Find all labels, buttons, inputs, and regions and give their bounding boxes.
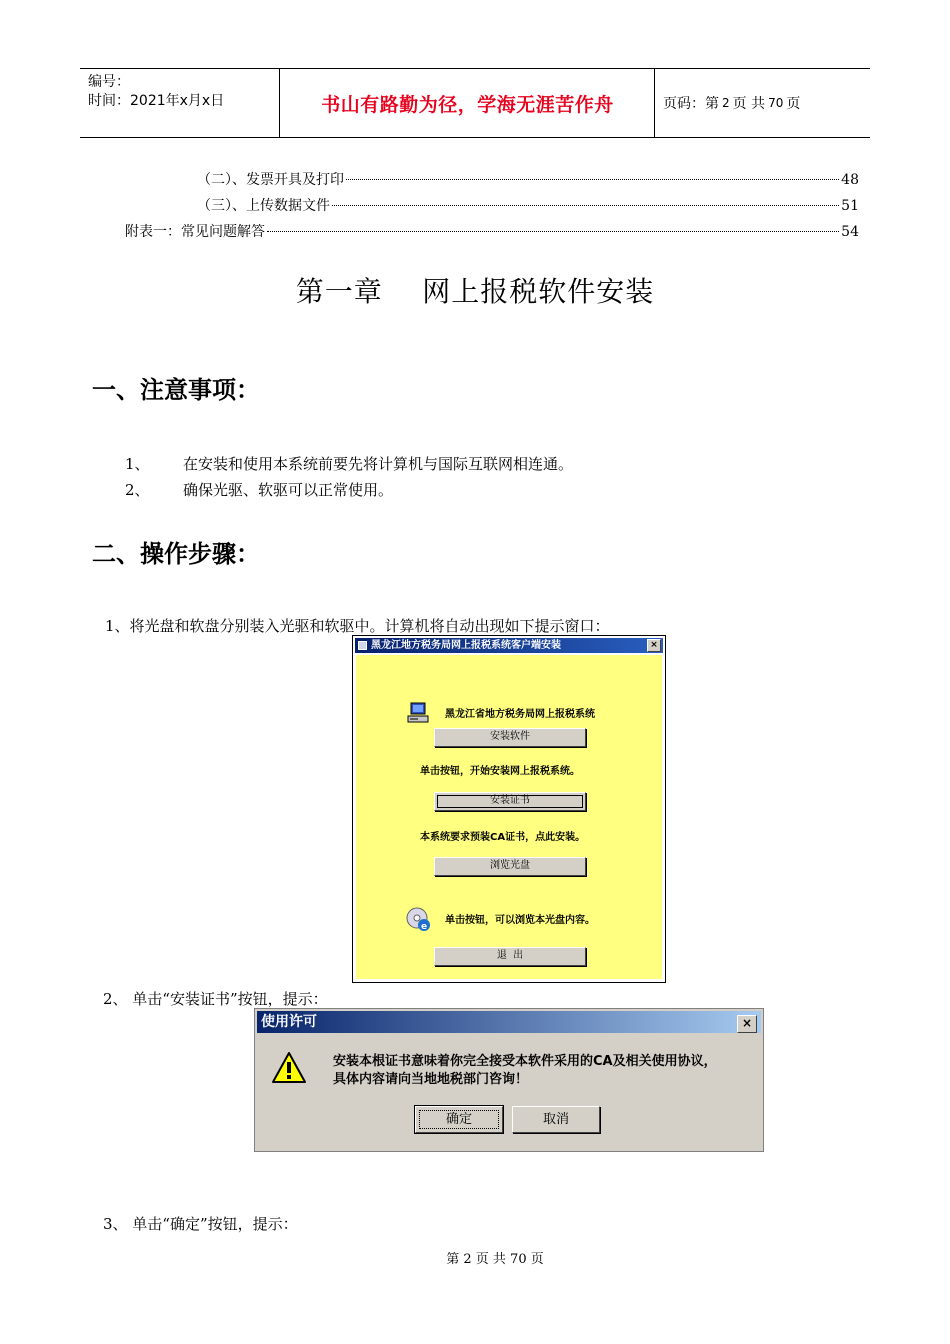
app-icon (358, 641, 367, 650)
toc-entry[interactable] (197, 193, 859, 219)
toc-label: （三）、上传数据文件 (197, 198, 330, 214)
page-suffix: 页 (786, 96, 801, 112)
cancel-button[interactable]: 取消 (512, 1106, 600, 1133)
toc-page: 51 (841, 198, 859, 214)
header-page-info (655, 69, 870, 137)
toc-page: 54 (841, 224, 859, 240)
browse-desc: 单击按钮，可以浏览本光盘内容。 (445, 915, 595, 926)
page-mid: 页 共 (732, 96, 766, 112)
time-label: 时间：2021年x月x日 (88, 93, 225, 109)
step-2-text: 2、 单击“安装证书”按钮，提示： (103, 990, 328, 1008)
license-title: 使用许可 (261, 1014, 317, 1030)
license-line-2: 具体内容请向当地地税部门咨询！ (333, 1072, 529, 1087)
license-dialog (254, 1008, 764, 1152)
svg-text:e: e (421, 922, 428, 932)
page-number: 2 (722, 96, 730, 110)
license-titlebar (257, 1011, 761, 1033)
page-footer: 第 2 页 共 70 页 (446, 1252, 544, 1267)
installer-window (352, 635, 666, 983)
list-item-num: 1、 (125, 455, 150, 473)
step-1-text: 1、将光盘和软盘分别装入光驱和软驱中。计算机将自动出现如下提示窗口： (105, 617, 610, 635)
cd-browser-icon (406, 907, 432, 933)
list-item-num: 2、 (125, 481, 150, 499)
toc-leader (346, 179, 839, 180)
install-cert-button[interactable]: 安装证书 (434, 792, 586, 811)
list-item-text: 确保光驱、软驱可以正常使用。 (183, 481, 394, 499)
license-message (333, 1053, 717, 1089)
installer-titlebar (355, 638, 663, 653)
toc-entry[interactable] (197, 167, 859, 193)
warning-icon (271, 1051, 307, 1085)
installer-heading: 黑龙江省地方税务局网上报税系统 (445, 709, 595, 720)
section-heading-notes: 一、注意事项： (92, 376, 260, 404)
serial-label: 编号： (88, 74, 130, 90)
installer-body (356, 655, 662, 979)
computer-icon (406, 701, 430, 725)
toc-leader (332, 205, 839, 206)
license-line-1: 安装本根证书意味着你完全接受本软件采用的CA及相关使用协议， (333, 1054, 717, 1069)
toc-entry[interactable] (125, 219, 859, 245)
section-heading-steps: 二、操作步骤： (92, 540, 260, 568)
chapter-title: 第一章 网上报税软件安装 (295, 275, 655, 308)
browse-cd-button[interactable]: 浏览光盘 (434, 857, 586, 876)
install-software-button[interactable]: 安装软件 (434, 728, 586, 747)
header-meta (80, 69, 280, 137)
toc-leader (267, 231, 839, 232)
toc-label: 附表一：常见问题解答 (125, 224, 265, 240)
toc-label: （二）、发票开具及打印 (197, 172, 344, 188)
installer-title: 黑龙江地方税务局网上报税系统客户端安装 (371, 640, 561, 651)
page-total: 70 (768, 96, 784, 110)
header-motto: 书山有路勤为径，学海无涯苦作舟 (281, 69, 655, 137)
ok-button[interactable]: 确定 (415, 1106, 503, 1133)
install-desc: 单击按钮，开始安装网上报税系统。 (420, 766, 580, 777)
step-3-text: 3、 单击“确定”按钮，提示： (103, 1215, 298, 1233)
page-prefix: 页码：第 (663, 96, 719, 112)
exit-button[interactable]: 退 出 (434, 947, 586, 966)
list-item-text: 在安装和使用本系统前要先将计算机与国际互联网相连通。 (183, 455, 574, 473)
toc-page: 48 (841, 172, 859, 188)
close-button[interactable]: × (647, 639, 661, 652)
cert-desc: 本系统要求预装CA证书，点此安装。 (420, 832, 586, 843)
page-header (80, 68, 870, 138)
close-button[interactable]: × (737, 1015, 757, 1033)
